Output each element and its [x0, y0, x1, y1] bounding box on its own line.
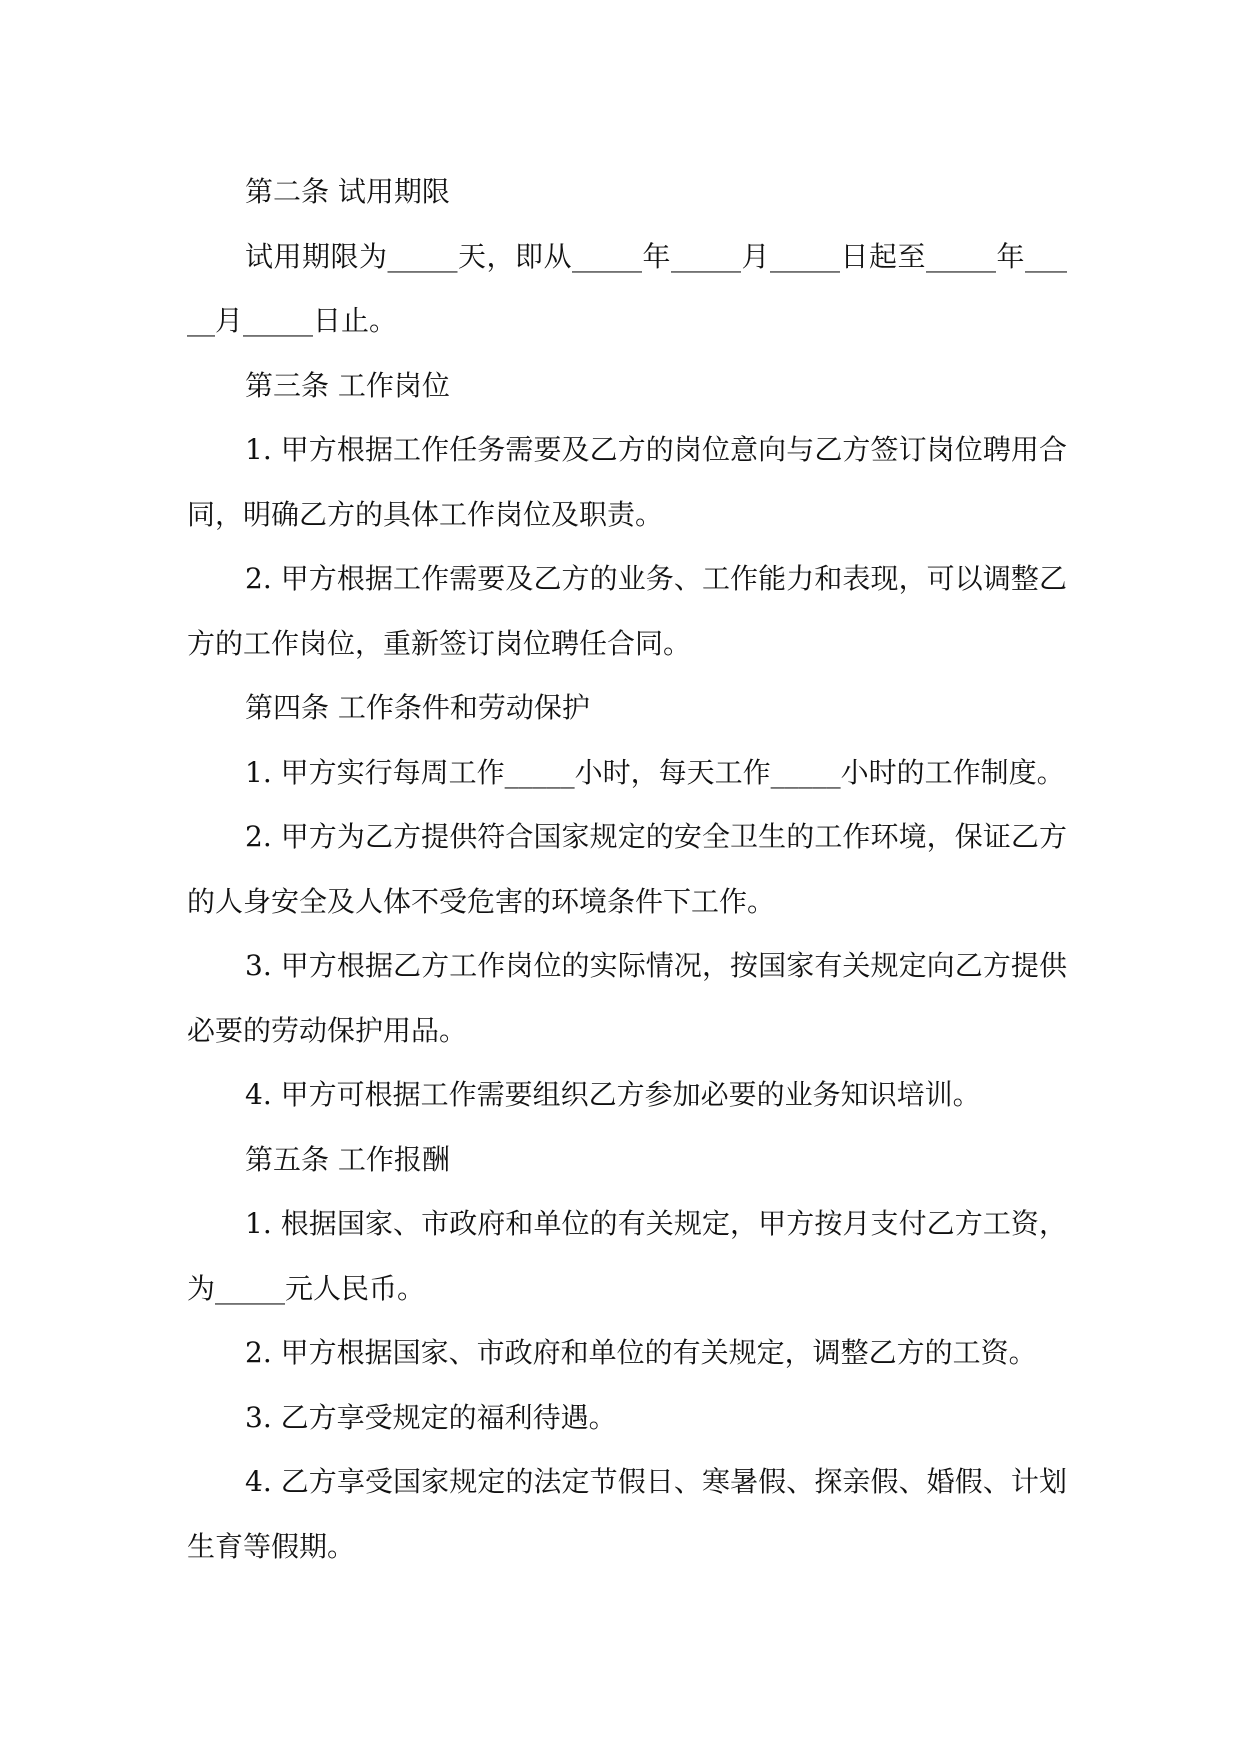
- article-5-clause-3: 3. 乙方享受规定的福利待遇。: [245, 1400, 617, 1434]
- article-4-clause-4: 4. 甲方可根据工作需要组织乙方参加必要的业务知识培训。: [245, 1078, 981, 1111]
- article-4-clause-2: 2. 甲方为乙方提供符合国家规定的安全卫生的工作环境，保证乙方的人身安全及人体不受危害的环境条件下工作。: [187, 820, 1067, 918]
- article-5-clause-4: 4. 乙方享受国家规定的法定节假日、寒暑假、探亲假、婚假、计划生育等假期。: [187, 1465, 1067, 1563]
- article-3-clause-2: 2. 甲方根据工作需要及乙方的业务、工作能力和表现，可以调整乙方的工作岗位，重新签订岗位聘任合同。: [187, 562, 1067, 660]
- article-4-clause-1: 1. 甲方实行每周工作_____小时，每天工作_____小时的工作制度。: [245, 755, 1065, 789]
- probation-period-text: 试用期限为_____天，即从_____年_____月_____日起至_____年_____月_____日止。: [187, 239, 1067, 337]
- document-body: [187, 160, 1067, 1579]
- article-5-heading: 第五条 工作报酬: [245, 1142, 450, 1176]
- article-3-heading: 第三条 工作岗位: [245, 368, 450, 402]
- article-4-clause-3: 3. 甲方根据乙方工作岗位的实际情况，按国家有关规定向乙方提供必要的劳动保护用品。: [187, 949, 1067, 1047]
- article-4-heading: 第四条 工作条件和劳动保护: [245, 691, 590, 724]
- article-3-clause-1: 1. 甲方根据工作任务需要及乙方的岗位意向与乙方签订岗位聘用合同，明确乙方的具体工作岗位及职责。: [187, 433, 1067, 531]
- article-5-clause-2: 2. 甲方根据国家、市政府和单位的有关规定，调整乙方的工资。: [245, 1336, 1037, 1369]
- article-2-heading: 第二条 试用期限: [245, 175, 450, 208]
- article-5-clause-1: 1. 根据国家、市政府和单位的有关规定，甲方按月支付乙方工资，为_____元人民币。: [187, 1207, 1067, 1305]
